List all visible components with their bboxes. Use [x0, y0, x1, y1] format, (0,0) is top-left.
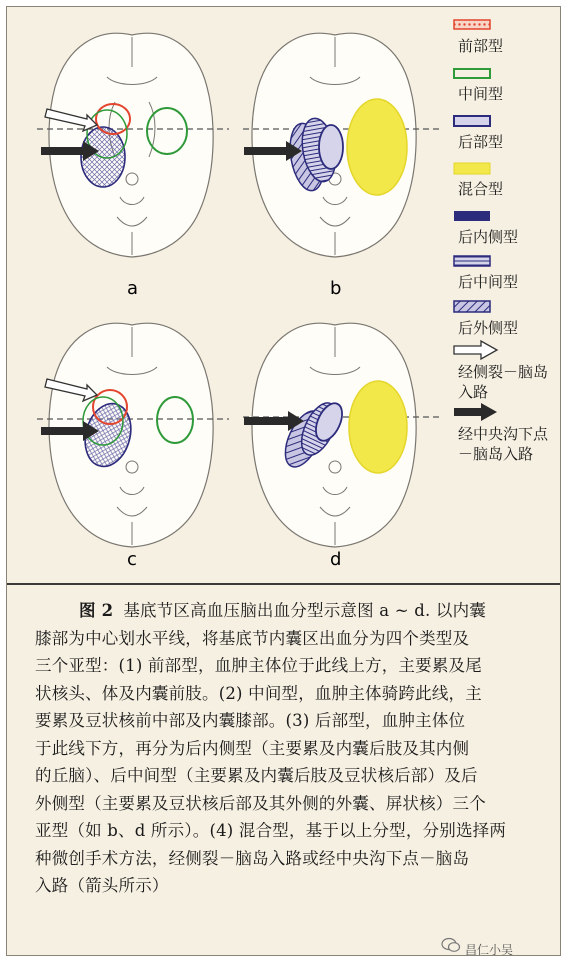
caption-line-10: 种微创手术方法，经侧裂－脑岛入路或经中央沟下点－脑岛 [35, 848, 470, 868]
caption-line-7: 的丘脑）、后中间型（主要累及内囊后肢及豆状核后部）及后 [35, 766, 478, 785]
legend-posterior: 后部型 [458, 133, 504, 151]
legend-mixed: 混合型 [458, 180, 504, 198]
legend-swatches [454, 20, 497, 421]
brain-panel-b [243, 33, 439, 257]
swatch-post-medial [454, 211, 490, 221]
caption-line-6: 于此线下方，再分为后内侧型（主要累及内囊后肢及其内侧 [35, 738, 470, 758]
figure-frame [6, 6, 561, 956]
brain-panel-c [37, 323, 229, 547]
caption-label: 图 2 [79, 601, 114, 620]
caption-divider [7, 583, 560, 585]
caption-line-2: 膝部为中心划水平线，将基底节内囊区出血分为四个类型及 [35, 628, 470, 648]
legend-post-medial: 后内侧型 [458, 228, 519, 246]
legend-central-line2: －脑岛入路 [458, 445, 534, 463]
wechat-icon [441, 937, 461, 953]
legend-post-lateral: 后外侧型 [458, 319, 519, 337]
caption-line-1: 图 2 基底节区高血压脑出血分型示意图 a ~ d. 以内囊 [79, 601, 486, 620]
figure-illustration [7, 7, 560, 582]
caption-line-4: 状核头、体及内囊前肢。(2) 中间型，血肿主体骑跨此线，主 [35, 683, 482, 703]
legend-anterior: 前部型 [458, 37, 504, 55]
watermark-text: 昌仁小吴 [465, 943, 514, 957]
brain-panel-d [243, 323, 439, 547]
brain-panel-a [37, 33, 229, 257]
legend-middle: 中间型 [458, 85, 504, 103]
figure-caption [35, 597, 545, 900]
legend-sylvian-line1: 经侧裂－脑岛 [458, 363, 549, 381]
swatch-mixed [454, 163, 490, 174]
panel-letter-c: c [127, 549, 137, 570]
arrow-central-sulcus-icon [454, 403, 497, 421]
caption-line-9: 亚型（如 b、d 所示）。(4) 混合型，基于以上分型，分别选择两 [35, 821, 507, 840]
swatch-post-intermediate [454, 256, 490, 266]
swatch-posterior [454, 116, 490, 126]
swatch-middle [454, 69, 490, 78]
caption-line-11: 入路（箭头所示） [35, 876, 169, 895]
caption-line-8: 外侧型（主要累及豆状核后部及其外侧的外囊、屏状核）三个 [35, 793, 486, 813]
panel-letter-a: a [127, 278, 139, 299]
panel-letter-d: d [330, 549, 342, 570]
panel-letter-b: b [330, 278, 342, 299]
legend-sylvian-line2: 入路 [458, 383, 489, 401]
legend-central-line1: 经中央沟下点 [458, 425, 549, 443]
swatch-post-lateral [454, 301, 490, 312]
swatch-anterior [454, 20, 490, 29]
arrow-sylvian-icon [454, 341, 497, 359]
caption-line-5: 要累及豆状核前中部及内囊膝部。(3) 后部型，血肿主体位 [35, 711, 466, 730]
legend-post-intermediate: 后中间型 [458, 273, 519, 291]
caption-line-3: 三个亚型：(1) 前部型，血肿主体位于此线上方，主要累及尾 [35, 656, 482, 675]
